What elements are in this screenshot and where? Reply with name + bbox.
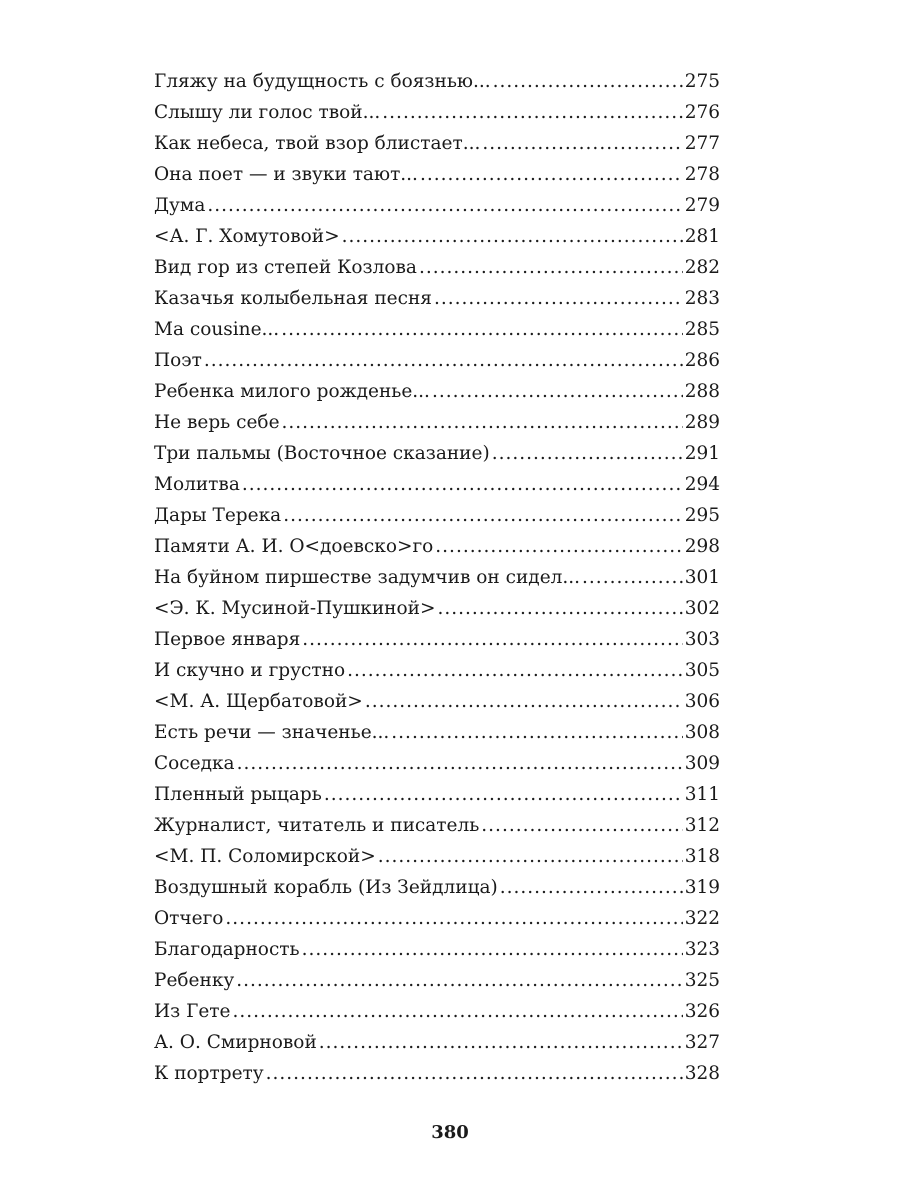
page-number: 380 bbox=[431, 1122, 469, 1143]
toc-entry-title: <М. А. Щербатовой> bbox=[154, 691, 363, 712]
dot-leader bbox=[237, 748, 683, 779]
dot-leader bbox=[324, 779, 683, 810]
toc-entry-title: Соседка bbox=[154, 753, 235, 774]
toc-entry bbox=[154, 500, 720, 531]
toc-entry-title: Пленный рыцарь bbox=[154, 784, 322, 805]
dot-leader bbox=[419, 252, 683, 283]
toc-entry-title: Дары Терека bbox=[154, 505, 282, 526]
toc-entry bbox=[154, 97, 720, 128]
toc-entry-page: 283 bbox=[684, 288, 720, 309]
toc-entry-page: 318 bbox=[684, 846, 720, 867]
toc-entry-title: Ребенку bbox=[154, 970, 235, 991]
toc-entry-title: Молитва bbox=[154, 474, 240, 495]
toc-entry-page: 279 bbox=[684, 195, 720, 216]
dot-leader bbox=[434, 283, 683, 314]
toc-entry bbox=[154, 624, 720, 655]
toc-entry-title: На буйном пиршестве задумчив он сидел... bbox=[154, 567, 581, 588]
toc-entry-page: 275 bbox=[684, 71, 720, 92]
toc-entry-page: 286 bbox=[684, 350, 720, 371]
toc-entry-page: 285 bbox=[684, 319, 720, 340]
toc-entry bbox=[154, 934, 720, 965]
toc-entry-title: И скучно и грустно bbox=[154, 660, 346, 681]
toc-entry-title: <Э. К. Мусиной-Пушкиной> bbox=[154, 598, 436, 619]
toc-entry-page: 302 bbox=[684, 598, 720, 619]
toc-entry-page: 301 bbox=[684, 567, 720, 588]
dot-leader bbox=[482, 128, 682, 159]
dot-leader bbox=[283, 500, 683, 531]
toc-entry bbox=[154, 221, 720, 252]
dot-leader bbox=[500, 872, 683, 903]
dot-leader bbox=[236, 965, 682, 996]
dot-leader bbox=[435, 531, 682, 562]
dot-leader bbox=[342, 221, 683, 252]
toc-entry-title: Воздушный корабль (Из Зейдлица) bbox=[154, 877, 498, 898]
toc-entry-title: Журналист, читатель и писатель bbox=[154, 815, 480, 836]
toc-entry bbox=[154, 283, 720, 314]
dot-leader bbox=[302, 624, 682, 655]
dot-leader bbox=[378, 841, 683, 872]
toc-entry-page: 289 bbox=[684, 412, 720, 433]
dot-leader bbox=[492, 438, 683, 469]
toc-entry-title: Есть речи — значенье... bbox=[154, 722, 390, 743]
toc-entry bbox=[154, 531, 720, 562]
toc-entry-page: 305 bbox=[684, 660, 720, 681]
toc-entry-page: 323 bbox=[684, 939, 720, 960]
toc-entry bbox=[154, 376, 720, 407]
toc-entry-page: 294 bbox=[684, 474, 720, 495]
toc-entry-page: 303 bbox=[684, 629, 720, 650]
toc-entry bbox=[154, 903, 720, 934]
toc-entry-title: <М. П. Соломирской> bbox=[154, 846, 376, 867]
toc-entry-title: Первое января bbox=[154, 629, 301, 650]
toc-entry bbox=[154, 159, 720, 190]
toc-entry-page: 311 bbox=[684, 784, 720, 805]
dot-leader bbox=[493, 66, 683, 97]
dot-leader bbox=[204, 345, 683, 376]
toc-entry-title: Казачья колыбельная песня bbox=[154, 288, 432, 309]
dot-leader bbox=[432, 376, 683, 407]
toc-entry bbox=[154, 655, 720, 686]
toc-entry bbox=[154, 128, 720, 159]
toc-entry-title: Из Гете bbox=[154, 1001, 231, 1022]
dot-leader bbox=[242, 469, 683, 500]
toc-entry-page: 319 bbox=[684, 877, 720, 898]
toc-entry bbox=[154, 717, 720, 748]
toc-entry bbox=[154, 686, 720, 717]
dot-leader bbox=[281, 314, 683, 345]
toc-entry bbox=[154, 841, 720, 872]
dot-leader bbox=[382, 97, 682, 128]
toc-entry-title: К портрету bbox=[154, 1063, 264, 1084]
toc-entry bbox=[154, 996, 720, 1027]
toc-entry bbox=[154, 1058, 720, 1089]
toc-entry-page: 308 bbox=[684, 722, 720, 743]
toc-entry-page: 328 bbox=[684, 1063, 720, 1084]
toc-entry-page: 276 bbox=[684, 102, 720, 123]
dot-leader bbox=[232, 996, 682, 1027]
toc-entry-page: 327 bbox=[684, 1032, 720, 1053]
toc-entry bbox=[154, 872, 720, 903]
dot-leader bbox=[319, 1027, 683, 1058]
toc-entry-title: Гляжу на будущность с боязнью... bbox=[154, 71, 491, 92]
toc-entry bbox=[154, 314, 720, 345]
dot-leader bbox=[282, 407, 683, 438]
toc-entry bbox=[154, 748, 720, 779]
dot-leader bbox=[266, 1058, 683, 1089]
toc-entry-page: 291 bbox=[684, 443, 720, 464]
toc-entry-title: Она поет — и звуки тают... bbox=[154, 164, 418, 185]
toc-entry-title: Три пальмы (Восточное сказание) bbox=[154, 443, 490, 464]
toc-entry bbox=[154, 562, 720, 593]
toc-entry bbox=[154, 1027, 720, 1058]
toc-entry-page: 306 bbox=[684, 691, 720, 712]
table-of-contents bbox=[154, 66, 720, 1089]
toc-entry-title: <А. Г. Хомутовой> bbox=[154, 226, 340, 247]
toc-entry-title: А. О. Смирновой bbox=[154, 1032, 317, 1053]
toc-entry-page: 325 bbox=[684, 970, 720, 991]
toc-entry-page: 295 bbox=[684, 505, 720, 526]
toc-entry-page: 298 bbox=[684, 536, 720, 557]
dot-leader bbox=[207, 190, 682, 221]
toc-entry bbox=[154, 779, 720, 810]
dot-leader bbox=[420, 159, 683, 190]
toc-entry bbox=[154, 810, 720, 841]
toc-entry-title: Отчего bbox=[154, 908, 224, 929]
toc-entry-title: Ребенка милого рожденье... bbox=[154, 381, 430, 402]
toc-entry-title: Не верь себе bbox=[154, 412, 280, 433]
toc-entry bbox=[154, 593, 720, 624]
toc-entry-title: Вид гор из степей Козлова bbox=[154, 257, 417, 278]
dot-leader bbox=[481, 810, 682, 841]
dot-leader bbox=[365, 686, 683, 717]
toc-entry-title: Дума bbox=[154, 195, 206, 216]
dot-leader bbox=[437, 593, 682, 624]
dot-leader bbox=[391, 717, 682, 748]
dot-leader bbox=[225, 903, 682, 934]
toc-entry-page: 281 bbox=[684, 226, 720, 247]
toc-entry bbox=[154, 469, 720, 500]
toc-entry-page: 278 bbox=[684, 164, 720, 185]
toc-entry-page: 326 bbox=[684, 1001, 720, 1022]
toc-entry bbox=[154, 190, 720, 221]
dot-leader bbox=[582, 562, 683, 593]
toc-entry bbox=[154, 66, 720, 97]
toc-entry-title: Ma cousine... bbox=[154, 319, 280, 340]
toc-entry bbox=[154, 438, 720, 469]
toc-entry-page: 277 bbox=[684, 133, 720, 154]
toc-entry bbox=[154, 252, 720, 283]
toc-entry bbox=[154, 407, 720, 438]
toc-entry-title: Памяти А. И. О<доевско>го bbox=[154, 536, 434, 557]
toc-entry bbox=[154, 965, 720, 996]
toc-entry-title: Слышу ли голос твой... bbox=[154, 102, 381, 123]
dot-leader bbox=[347, 655, 683, 686]
toc-entry-page: 309 bbox=[684, 753, 720, 774]
toc-entry bbox=[154, 345, 720, 376]
toc-entry-title: Благодарность bbox=[154, 939, 300, 960]
toc-entry-page: 312 bbox=[684, 815, 720, 836]
toc-entry-page: 282 bbox=[684, 257, 720, 278]
toc-entry-title: Поэт bbox=[154, 350, 202, 371]
dot-leader bbox=[302, 934, 683, 965]
toc-entry-title: Как небеса, твой взор блистает... bbox=[154, 133, 481, 154]
toc-entry-page: 322 bbox=[684, 908, 720, 929]
toc-entry-page: 288 bbox=[684, 381, 720, 402]
